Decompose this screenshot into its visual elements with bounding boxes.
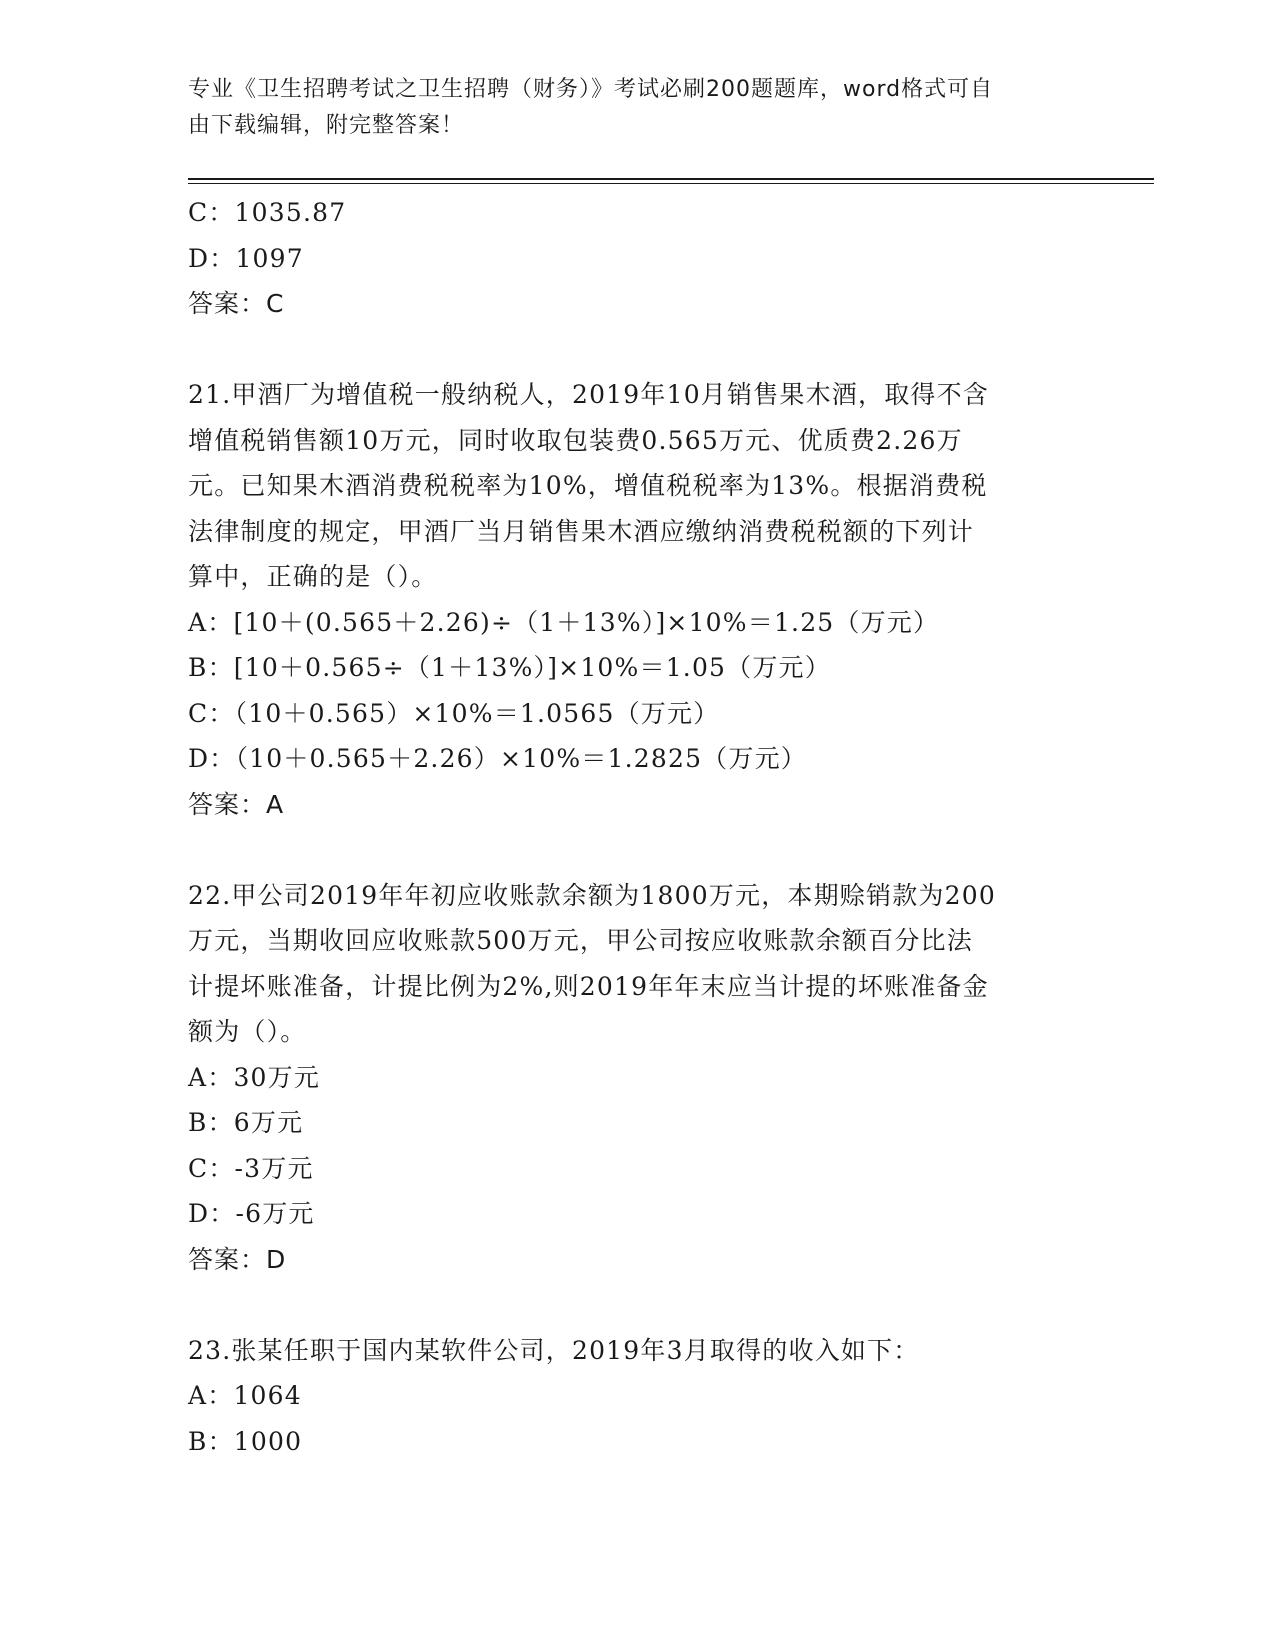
question-21 [188, 372, 1088, 827]
option-a: A：1064 [188, 1381, 302, 1410]
answer: 答案：C [188, 289, 285, 318]
question-text-line: 计提坏账准备，计提比例为2%,则2019年年末应当计提的坏账准备金 [188, 971, 989, 1001]
question-text-line: 元。已知果木酒消费税税率为10%，增值税税率为13%。根据消费税 [188, 471, 988, 500]
option-d: D：（10＋0.565＋2.26）×10%＝1.2825（万元） [188, 744, 807, 773]
question-text-line: 增值税销售额10万元，同时收取包装费0.565万元、优质费2.26万 [188, 425, 963, 455]
header-line-1: 专业《卫生招聘考试之卫生招聘（财务）》考试必刷200题题库，word格式可自 [188, 77, 994, 102]
option-c: C：-3万元 [188, 1153, 314, 1183]
question-22 [188, 873, 1088, 1283]
header-line-2: 由下载编辑，附完整答案！ [188, 113, 465, 138]
document-header [188, 72, 1068, 144]
option-b: B：1000 [188, 1426, 303, 1456]
spacer [188, 827, 1088, 873]
answer: 答案：D [188, 1244, 287, 1274]
option-c: C：1035.87 [188, 198, 347, 227]
question-text-line: 22.甲公司2019年年初应收账款余额为1800万元，本期赊销款为200 [188, 880, 996, 910]
option-a: A：30万元 [188, 1062, 321, 1092]
header-divider-thick [188, 178, 1154, 180]
question-text-line: 万元，当期收回应收账款500万元，甲公司按应收账款余额百分比法 [188, 926, 973, 955]
option-d: D：-6万元 [188, 1199, 315, 1228]
question-text-line: 法律制度的规定，甲酒厂当月销售果木酒应缴纳消费税税额的下列计 [188, 516, 975, 546]
option-c: C：（10＋0.565）×10%＝1.0565（万元） [188, 698, 720, 728]
option-a: A：[10＋(0.565＋2.26)÷（1＋13%）]×10%＝1.25（万元） [188, 607, 940, 637]
question-text-line: 23.张某任职于国内某软件公司，2019年3月取得的收入如下： [188, 1335, 920, 1365]
question-text-line: 额为（）。 [188, 1017, 307, 1046]
document-body [188, 190, 1088, 1464]
option-b: B：[10＋0.565÷（1＋13%）]×10%＝1.05（万元） [188, 653, 831, 682]
header-divider-thin [188, 183, 1154, 184]
spacer [188, 327, 1088, 373]
option-d: D：1097 [188, 243, 304, 273]
question-text-line: 算中，正确的是（）。 [188, 562, 438, 591]
spacer [188, 1282, 1088, 1328]
option-b: B：6万元 [188, 1108, 304, 1137]
question-text-line: 21.甲酒厂为增值税一般纳税人，2019年10月销售果木酒，取得不含 [188, 380, 989, 409]
previous-question-tail [188, 190, 1088, 327]
question-23 [188, 1328, 1088, 1465]
answer: 答案：A [188, 789, 285, 819]
